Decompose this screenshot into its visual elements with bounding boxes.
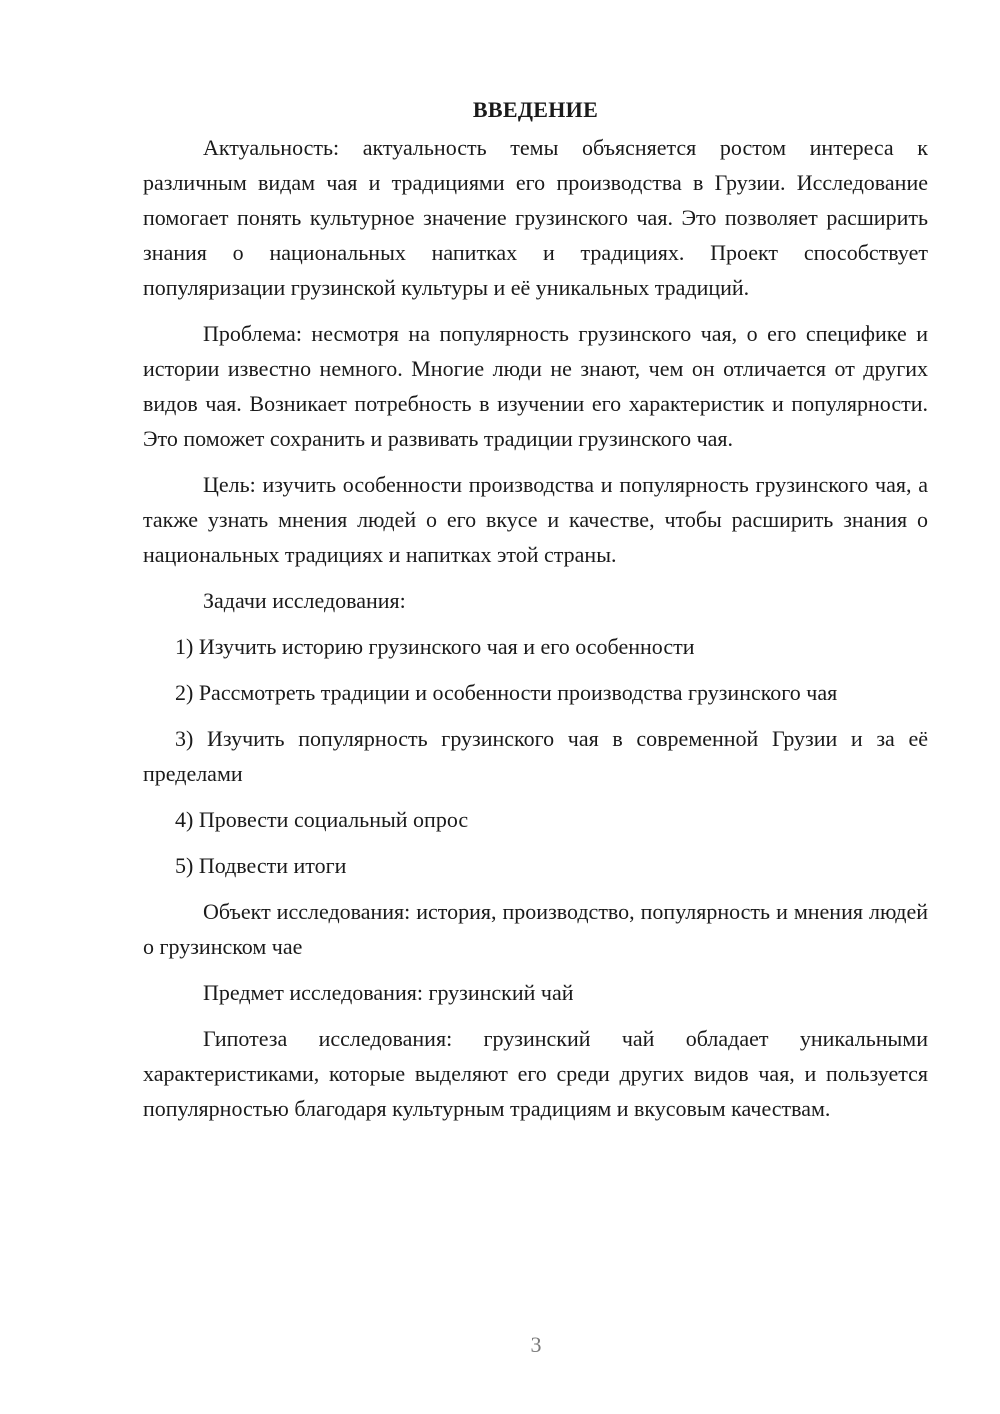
problem-paragraph: Проблема: несмотря на популярность грузинского чая, о его специфике и истории известно немного. Многие люди не знают, чем он отличается от других видов чая. Возникает потребность в изучении его характеристик и популярности. Это поможет сохранить и развивать традиции грузинского чая. bbox=[143, 321, 928, 451]
task-item-1: 1) Изучить историю грузинского чая и его особенности bbox=[175, 634, 695, 659]
page-number: 3 bbox=[530, 1332, 542, 1357]
goal-paragraph: Цель: изучить особенности производства и популярность грузинского чая, а также узнать мнения людей о его вкусе и качестве, чтобы расширить знания о национальных традициях и напитках этой страны. bbox=[143, 472, 928, 567]
relevance-paragraph: Актуальность: актуальность темы объясняется ростом интереса к различным видам чая и традициями его производства в Грузии. Исследование помогает понять культурное значение грузинского чая. Это позволяет расширить знания о национальных напитках и традициях. Проект способствует популяризации грузинской культуры и её уникальных традиций. bbox=[143, 135, 928, 300]
object-paragraph: Объект исследования: история, производство, популярность и мнения людей о грузинском чае bbox=[143, 899, 928, 959]
tasks-heading: Задачи исследования: bbox=[203, 588, 406, 613]
task-item-3: 3) Изучить популярность грузинского чая в современной Грузии и за её пределами bbox=[143, 726, 928, 786]
task-item-4: 4) Провести социальный опрос bbox=[175, 807, 469, 832]
page-content bbox=[143, 92, 928, 1126]
hypothesis-paragraph: Гипотеза исследования: грузинский чай обладает уникальными характеристиками, которые выделяют его среди других видов чая, и пользуется популярностью благодаря культурным традициям и вкусовым качествам. bbox=[143, 1026, 928, 1121]
subject-paragraph: Предмет исследования: грузинский чай bbox=[203, 980, 574, 1005]
task-item-5: 5) Подвести итоги bbox=[175, 853, 347, 878]
task-item-2: 2) Рассмотреть традиции и особенности производства грузинского чая bbox=[175, 680, 838, 705]
page-title: ВВЕДЕНИЕ bbox=[472, 97, 599, 122]
